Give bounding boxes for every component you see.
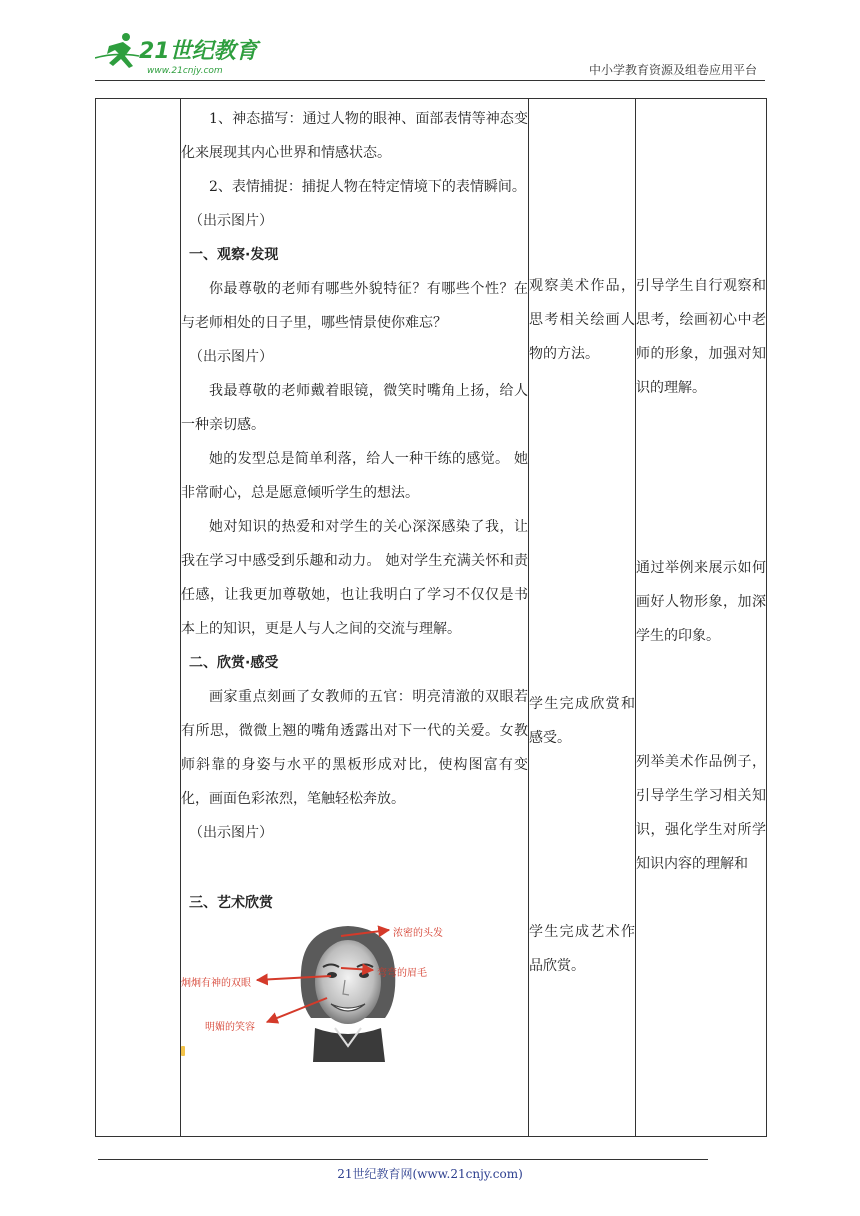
spacer — [529, 755, 635, 915]
label-smile: 明媚的笑容 — [205, 1022, 255, 1033]
row3-student: 学生完成欣赏和感受。 — [529, 696, 635, 746]
spacer — [636, 653, 766, 745]
row2-heading: 一、观察·发现 — [189, 247, 279, 263]
lesson-table — [95, 98, 767, 1137]
row2-student: 观察美术作品，思考相关绘画人物的方法。 — [529, 278, 635, 362]
row3-intent: 通过举例来展示如何画好人物形象，加深学生的印象。 — [636, 560, 766, 644]
col-design-intent — [636, 99, 767, 1137]
row1-block — [181, 99, 528, 238]
col-stage-cell — [96, 99, 181, 1137]
col-teacher-activity — [181, 99, 529, 1137]
row1-note: （出示图片） — [189, 213, 273, 229]
row3-paragraph-1: 画家重点刻画了女教师的五官：明亮清澈的双眼若有所思，微微上翘的嘴角透露出对下一代的关爱。女教师斜靠的身姿与水平的黑板形成对比，使构图富有变化，画面色彩浓烈，笔触轻松奔放。 — [181, 689, 528, 807]
spacer — [636, 99, 766, 269]
footer-text: 21世纪教育网(www.21cnjy.com) — [337, 1167, 523, 1181]
footer-divider — [98, 1159, 708, 1160]
site-logo — [95, 32, 265, 76]
label-hair: 浓密的头发 — [393, 928, 443, 939]
page-header — [95, 30, 765, 80]
decor-mark — [181, 1046, 185, 1056]
label-brow: 弯弯的眉毛 — [377, 968, 427, 979]
portrait-annotation-figure — [181, 922, 521, 1062]
row1-paragraph-1: 1、神态描写：通过人物的眼神、面部表情等神态变化来展现其内心世界和情感状态。 — [181, 111, 528, 161]
row4-intent: 列举美术作品例子，引导学生学习相关知识，强化学生对所学知识内容的理解和 — [636, 754, 766, 872]
svg-text:www.21cnjy.com: www.21cnjy.com — [147, 66, 223, 76]
row2-intent: 引导学生自行观察和思考，绘画初心中老师的形象，加强对知识的理解。 — [636, 278, 766, 396]
row1-paragraph-2: 2、表情捕捉：捕捉人物在特定情境下的表情瞬间。 — [209, 179, 526, 195]
spacer — [529, 99, 635, 269]
header-divider — [95, 80, 765, 81]
row3-heading: 二、欣赏·感受 — [189, 655, 279, 671]
row4-block — [181, 886, 528, 1062]
row4-student: 学生完成艺术作品欣赏。 — [529, 924, 635, 974]
spacer — [636, 405, 766, 551]
row2-paragraph-4: 她对知识的热爱和对学生的关心深深感染了我，让我在学习中感受到乐趣和动力。 她对学生充满关怀和责任感，让我更加尊敬她，也让我明白了学习不仅仅是书本上的知识，更是人与人之间的交流与理解。 — [181, 519, 528, 637]
platform-name: 中小学教育资源及组卷应用平台 — [588, 63, 757, 77]
row3-note: （出示图片） — [189, 825, 273, 841]
annotation-arrows — [181, 922, 521, 1062]
row4-heading: 三、艺术欣赏 — [189, 895, 273, 911]
row3-block — [181, 646, 528, 850]
spacer — [529, 371, 635, 687]
col-student-activity — [529, 99, 636, 1137]
row2-block — [181, 238, 528, 646]
label-eyes: 炯炯有神的双眼 — [181, 978, 251, 989]
row2-paragraph-3: 她的发型总是简单利落，给人一种干练的感觉。 她非常耐心，总是愿意倾听学生的想法。 — [181, 451, 528, 501]
row2-note: （出示图片） — [189, 349, 273, 365]
row2-paragraph-2: 我最尊敬的老师戴着眼镜，微笑时嘴角上扬，给人一种亲切感。 — [181, 383, 528, 433]
row2-paragraph-1: 你最尊敬的老师有哪些外貌特征？有哪些个性？在与老师相处的日子里，哪些情景使你难忘？ — [181, 281, 528, 331]
spacer — [181, 850, 528, 886]
svg-text:21世纪教育: 21世纪教育 — [139, 39, 258, 64]
